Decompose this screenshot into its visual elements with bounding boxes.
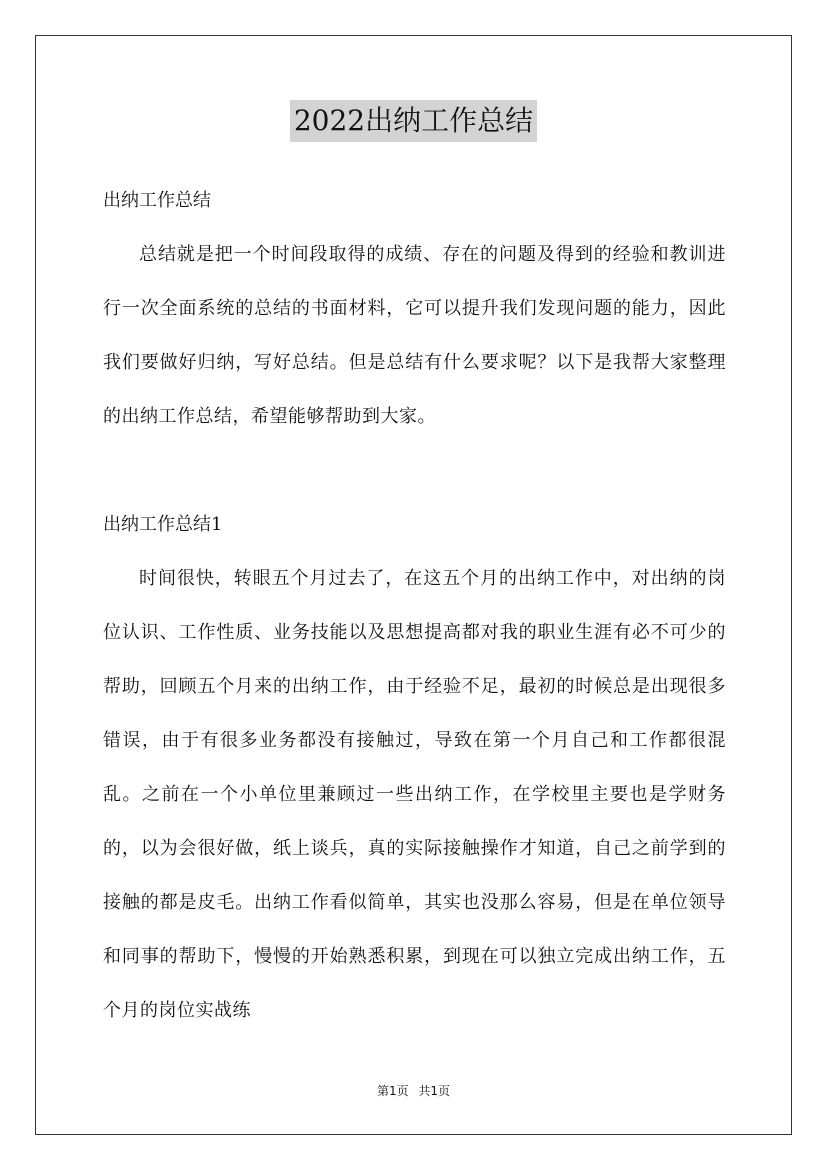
page-footer bbox=[0, 1082, 827, 1099]
section-heading: 出纳工作总结1 bbox=[103, 514, 223, 535]
page-number: 第1页 bbox=[376, 1084, 409, 1098]
section-heading: 出纳工作总结 bbox=[103, 190, 211, 211]
document-body bbox=[103, 174, 726, 1038]
section-paragraph: 总结就是把一个时间段取得的成绩、存在的问题及得到的经验和教训进行一次全面系统的总结的书面材料，它可以提升我们发现问题的能力，因此我们要做好归纳，写好总结。但是总结有什么要求呢？以下是我帮大家整理的出纳工作总结，希望能够帮助到大家。 bbox=[103, 244, 726, 427]
document-title: 2022出纳工作总结 bbox=[290, 100, 537, 142]
page-total: 共1页 bbox=[418, 1084, 451, 1098]
section-gap bbox=[103, 444, 726, 498]
section-paragraph: 时间很快，转眼五个月过去了，在这五个月的出纳工作中，对出纳的岗位认识、工作性质、业务技能以及思想提高都对我的职业生涯有必不可少的帮助，回顾五个月来的出纳工作，由于经验不足，最初的时候总是出现很多错误，由于有很多业务都没有接触过，导致在第一个月自己和工作都很混乱。之前在一个小单位里兼顾过一些出纳工作，在学校里主要也是学财务的，以为会很好做，纸上谈兵，真的实际接触操作才知道，自己之前学到的接触的都是皮毛。出纳工作看似简单，其实也没那么容易，但是在单位领导和同事的帮助下，慢慢的开始熟悉积累，到现在可以独立完成出纳工作，五个月的岗位实战练 bbox=[103, 568, 726, 1021]
title-wrap bbox=[0, 100, 827, 142]
